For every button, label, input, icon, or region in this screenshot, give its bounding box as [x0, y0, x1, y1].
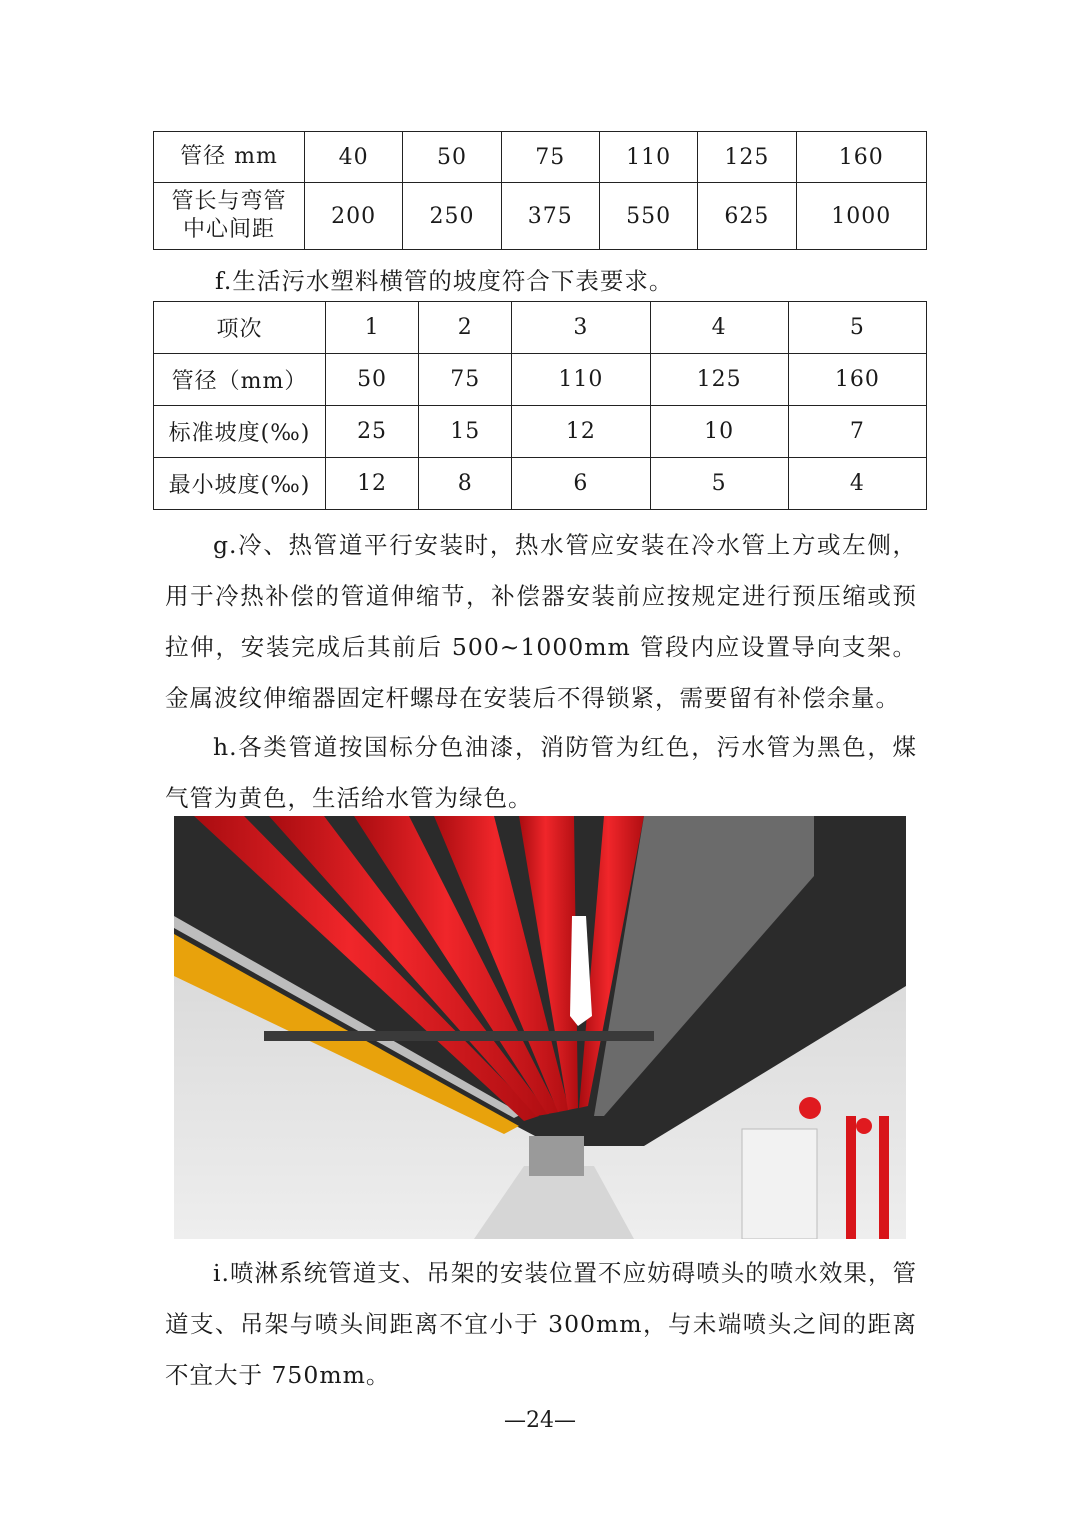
- table-row: [154, 354, 927, 406]
- page-number: —24—: [504, 1408, 576, 1433]
- table-cell: 12: [512, 406, 650, 458]
- caption-f: f.生活污水塑料横管的坡度符合下表要求。: [215, 267, 674, 295]
- table-cell: 50: [403, 132, 501, 183]
- paragraph-i: i.喷淋系统管道支、吊架的安装位置不应妨碍喷头的喷水效果，管道支、吊架与喷头间距离不宜小于 300mm，与未端喷头之间的距离不宜大于 750mm。: [165, 1259, 917, 1389]
- table-cell: 12: [326, 458, 419, 510]
- table-cell: 200: [305, 183, 403, 250]
- table-cell: 1: [326, 302, 419, 354]
- table-cell: 110: [599, 132, 697, 183]
- wall-cabinet: [742, 1129, 817, 1239]
- table-cell: 40: [305, 132, 403, 183]
- table-cell: 1000: [796, 183, 926, 250]
- table-cell: 550: [599, 183, 697, 250]
- table-cell: 50: [326, 354, 419, 406]
- table-cell: 5: [788, 302, 926, 354]
- row-label-line1: 管长与弯管: [171, 189, 287, 214]
- table-cell: 160: [788, 354, 926, 406]
- table-cell: 125: [698, 132, 796, 183]
- paragraph-g: g.冷、热管道平行安装时，热水管应安装在冷水管上方或左侧，用于冷热补偿的管道伸缩节，补偿器安装前应按规定进行预压缩或预拉伸，安装完成后其前后 500~1000mm 管段内应设置导向支架。金属波纹伸缩器固定杆螺母在安装后不得锁紧，需要留有补偿余量。: [165, 531, 917, 712]
- table-cell: 110: [512, 354, 650, 406]
- table-cell: 375: [501, 183, 599, 250]
- paragraph-h: h.各类管道按国标分色油漆，消防管为红色，污水管为黑色，煤气管为黄色，生活给水管为绿色。: [165, 733, 917, 812]
- table-row: [154, 406, 927, 458]
- pressure-gauge: [856, 1118, 872, 1134]
- slope-table: [153, 301, 927, 510]
- table-cell: 8: [419, 458, 512, 510]
- steel-support: [264, 1031, 654, 1041]
- table-row: [154, 458, 927, 510]
- table-cell: [154, 183, 305, 250]
- table-cell: 10: [650, 406, 788, 458]
- table-row: [154, 302, 927, 354]
- table-cell: 25: [326, 406, 419, 458]
- table-cell: 6: [512, 458, 650, 510]
- table-row: [154, 183, 927, 250]
- table-cell: 4: [788, 458, 926, 510]
- table-cell: 5: [650, 458, 788, 510]
- table-cell: 7: [788, 406, 926, 458]
- pipe-length-table: [153, 131, 927, 250]
- row-label-line2: 中心间距: [182, 217, 275, 242]
- table-cell: 标准坡度(‰): [154, 406, 326, 458]
- table-cell: 项次: [154, 302, 326, 354]
- table-cell: 250: [403, 183, 501, 250]
- hydrant-pipe: [846, 1116, 856, 1239]
- pipe-corridor-photo: [174, 816, 906, 1239]
- table-cell: 最小坡度(‰): [154, 458, 326, 510]
- table-cell: 3: [512, 302, 650, 354]
- table-cell: 4: [650, 302, 788, 354]
- table-cell: 管径（mm）: [154, 354, 326, 406]
- table-cell: 管径 mm: [154, 132, 305, 183]
- table-cell: 2: [419, 302, 512, 354]
- table-cell: 160: [796, 132, 926, 183]
- corridor-end: [529, 1136, 584, 1176]
- pressure-gauge: [799, 1097, 821, 1119]
- table-cell: 15: [419, 406, 512, 458]
- table-row: [154, 132, 927, 183]
- table-cell: 125: [650, 354, 788, 406]
- table-cell: 625: [698, 183, 796, 250]
- table-cell: 75: [501, 132, 599, 183]
- table-cell: 75: [419, 354, 512, 406]
- hydrant-pipe: [879, 1116, 889, 1239]
